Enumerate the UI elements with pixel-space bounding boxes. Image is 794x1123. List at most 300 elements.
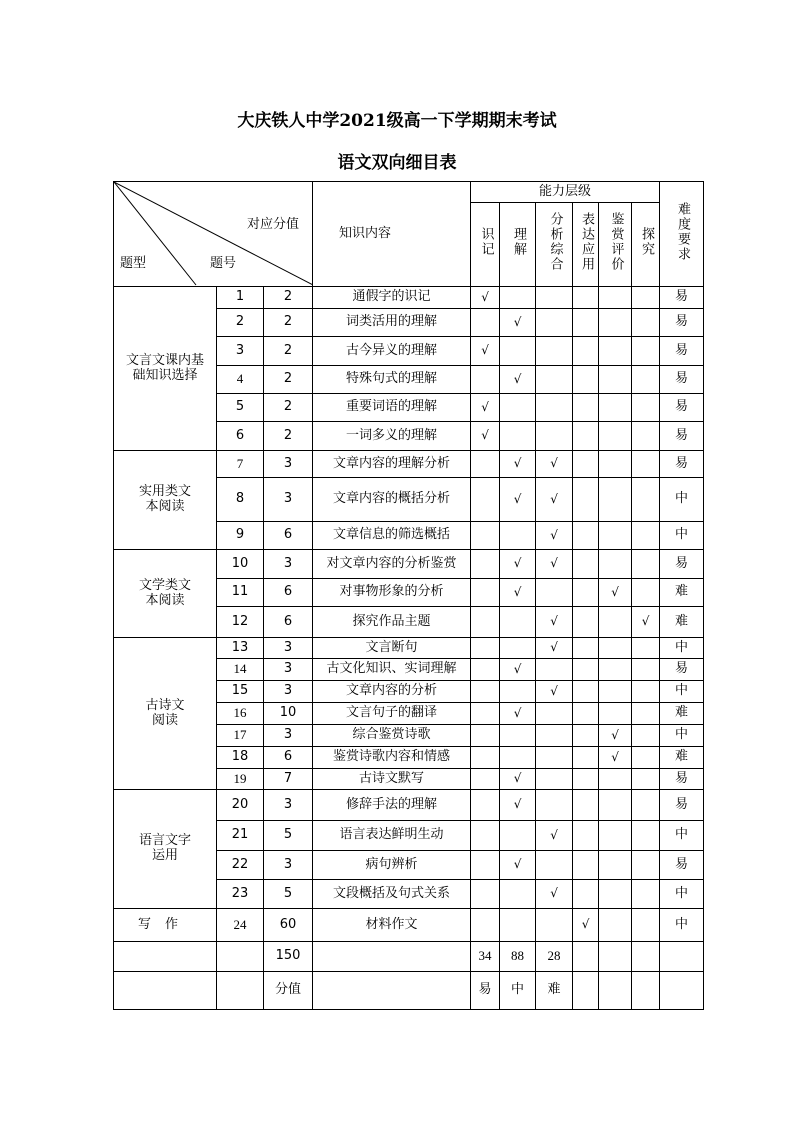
level-cell-3 (536, 909, 573, 942)
level-difficulty: 难 (536, 972, 573, 1010)
level-cell-4 (573, 703, 599, 725)
level-cell-5 (599, 909, 632, 942)
empty-cell (632, 942, 660, 972)
question-number: 9 (217, 522, 264, 550)
level-cell-4 (573, 607, 599, 638)
level-cell-4 (573, 522, 599, 550)
level-cell-3 (536, 821, 573, 851)
difficulty-value: 中 (660, 725, 704, 747)
knowledge-content: 文章内容的理解分析 (313, 451, 471, 478)
level-cell-5 (599, 287, 632, 309)
question-type-text: 文学类文本阅读 (138, 577, 191, 608)
level-cell-2 (500, 880, 536, 909)
check-mark: √ (550, 640, 558, 655)
score-value: 3 (264, 851, 313, 880)
level-cell-3 (536, 725, 573, 747)
table-row (114, 909, 704, 942)
check-mark: √ (550, 886, 558, 901)
level-cell-2 (500, 550, 536, 579)
question-number: 18 (217, 747, 264, 769)
question-number: 19 (217, 769, 264, 790)
level-cell-5 (599, 790, 632, 821)
question-number: 6 (217, 422, 264, 451)
check-mark: √ (513, 314, 522, 329)
knowledge-content: 文段概括及句式关系 (313, 880, 471, 909)
level-cell-1 (471, 478, 500, 522)
difficulty-value: 中 (660, 681, 704, 703)
check-mark: √ (481, 343, 489, 358)
question-type-cell (114, 451, 217, 550)
level-cell-3 (536, 703, 573, 725)
level-cell-6 (632, 579, 660, 607)
difficulty-value: 中 (660, 638, 704, 659)
score-value: 3 (264, 681, 313, 703)
score-value: 60 (264, 909, 313, 942)
difficulty-value: 易 (660, 309, 704, 337)
check-mark: √ (481, 289, 489, 304)
check-mark: √ (611, 727, 619, 742)
table-row (114, 451, 704, 478)
knowledge-content: 文章内容的分析 (313, 681, 471, 703)
score-value: 3 (264, 659, 313, 681)
level-cell-5 (599, 550, 632, 579)
check-mark: √ (513, 771, 522, 786)
check-mark: √ (513, 371, 522, 386)
level-cell-1 (471, 851, 500, 880)
question-number: 11 (217, 579, 264, 607)
level-cell-2 (500, 851, 536, 880)
level-cell-3 (536, 287, 573, 309)
corner-type-label: 题型 (120, 256, 147, 271)
level-cell-6 (632, 725, 660, 747)
level-cell-5 (599, 422, 632, 451)
knowledge-content: 重要词语的理解 (313, 394, 471, 422)
level-cell-1 (471, 394, 500, 422)
document-subtitle: 语文双向细目表 (337, 153, 457, 173)
knowledge-content: 通假字的识记 (313, 287, 471, 309)
level-cell-5 (599, 451, 632, 478)
corner-number-label: 题号 (210, 256, 237, 271)
empty-cell (660, 972, 704, 1010)
level-cell-3 (536, 550, 573, 579)
level-cell-5 (599, 747, 632, 769)
question-number: 24 (217, 909, 264, 942)
score-value: 6 (264, 579, 313, 607)
difficulty-value: 易 (660, 550, 704, 579)
empty-cell (217, 972, 264, 1010)
level-cell-3 (536, 579, 573, 607)
total-score: 150 (264, 942, 313, 972)
level-cell-1 (471, 366, 500, 394)
level-cell-2 (500, 394, 536, 422)
check-mark: √ (611, 584, 619, 599)
level-cell-6 (632, 638, 660, 659)
level-cell-6 (632, 522, 660, 550)
score-value: 3 (264, 638, 313, 659)
level-cell-4 (573, 478, 599, 522)
score-value: 5 (264, 821, 313, 851)
check-mark: √ (611, 749, 619, 764)
level-cell-6 (632, 451, 660, 478)
knowledge-content: 对文章内容的分析鉴赏 (313, 550, 471, 579)
question-number: 4 (217, 366, 264, 394)
level-cell-4 (573, 422, 599, 451)
level-cell-4 (573, 821, 599, 851)
score-value: 6 (264, 747, 313, 769)
level-cell-6 (632, 909, 660, 942)
check-mark: √ (550, 614, 558, 629)
knowledge-content: 文章信息的筛选概括 (313, 522, 471, 550)
knowledge-content: 病句辨析 (313, 851, 471, 880)
score-label: 分值 (264, 972, 313, 1010)
table-row (114, 287, 704, 309)
level-cell-5 (599, 769, 632, 790)
level-cell-5 (599, 725, 632, 747)
document-title: 大庆铁人中学2021级高一下学期期末考试 (237, 111, 557, 131)
empty-cell (217, 942, 264, 972)
knowledge-content: 语言表达鲜明生动 (313, 821, 471, 851)
ability-level-4: 表达应用 (573, 203, 599, 287)
knowledge-content: 修辞手法的理解 (313, 790, 471, 821)
question-type-text: 古诗文阅读 (145, 697, 185, 728)
corner-score-label: 对应分值 (247, 217, 300, 232)
level-cell-4 (573, 550, 599, 579)
empty-cell (313, 942, 471, 972)
level-cell-2 (500, 703, 536, 725)
level-cell-4 (573, 909, 599, 942)
level-cell-1 (471, 659, 500, 681)
difficulty-value: 易 (660, 394, 704, 422)
level-cell-3 (536, 337, 573, 366)
level-cell-3 (536, 522, 573, 550)
level-cell-3 (536, 790, 573, 821)
level-cell-2 (500, 422, 536, 451)
knowledge-content: 文言句子的翻译 (313, 703, 471, 725)
level-cell-1 (471, 821, 500, 851)
level-cell-6 (632, 703, 660, 725)
difficulty-value: 难 (660, 579, 704, 607)
level-cell-1 (471, 579, 500, 607)
level-cell-1 (471, 309, 500, 337)
level-cell-4 (573, 880, 599, 909)
check-mark: √ (481, 428, 489, 443)
level-cell-2 (500, 909, 536, 942)
check-mark: √ (550, 556, 558, 571)
level-cell-1 (471, 422, 500, 451)
check-mark: √ (513, 705, 522, 720)
score-value: 7 (264, 769, 313, 790)
level-cell-5 (599, 607, 632, 638)
check-mark: √ (550, 683, 558, 698)
empty-cell (573, 942, 599, 972)
empty-cell (632, 972, 660, 1010)
question-type-cell (114, 287, 217, 451)
check-mark: √ (513, 857, 522, 872)
knowledge-content: 古今异义的理解 (313, 337, 471, 366)
level-cell-3 (536, 309, 573, 337)
level-cell-1 (471, 638, 500, 659)
check-mark: √ (513, 797, 522, 812)
level-cell-6 (632, 821, 660, 851)
level-cell-5 (599, 681, 632, 703)
check-mark: √ (513, 491, 522, 506)
question-type-text: 语言文字运用 (138, 833, 191, 863)
question-number: 1 (217, 287, 264, 309)
level-cell-3 (536, 478, 573, 522)
difficulty-value: 易 (660, 659, 704, 681)
question-type-text: 写作 (137, 916, 192, 932)
score-value: 5 (264, 880, 313, 909)
level-cell-3 (536, 638, 573, 659)
level-cell-1 (471, 550, 500, 579)
level-cell-1 (471, 681, 500, 703)
difficulty-value: 易 (660, 851, 704, 880)
knowledge-content: 文言断句 (313, 638, 471, 659)
level-cell-6 (632, 394, 660, 422)
check-mark: √ (550, 491, 558, 506)
level-cell-1 (471, 725, 500, 747)
level-cell-2 (500, 821, 536, 851)
ability-level-6: 探究 (632, 203, 660, 287)
difficulty-value: 中 (660, 880, 704, 909)
knowledge-content: 鉴赏诗歌内容和情感 (313, 747, 471, 769)
level-cell-4 (573, 309, 599, 337)
question-number: 14 (217, 659, 264, 681)
question-number: 22 (217, 851, 264, 880)
level-cell-2 (500, 478, 536, 522)
question-number: 17 (217, 725, 264, 747)
level-cell-4 (573, 747, 599, 769)
level-cell-6 (632, 681, 660, 703)
question-number: 10 (217, 550, 264, 579)
check-mark: √ (481, 399, 489, 414)
knowledge-content: 综合鉴赏诗歌 (313, 725, 471, 747)
level-cell-6 (632, 337, 660, 366)
knowledge-content: 古诗文默写 (313, 769, 471, 790)
question-type-text: 文言文课内基础知识选择 (125, 352, 204, 383)
level-cell-5 (599, 478, 632, 522)
level-cell-3 (536, 851, 573, 880)
level-cell-3 (536, 451, 573, 478)
level-cell-1 (471, 703, 500, 725)
level-total-score: 34 (471, 942, 500, 972)
level-cell-5 (599, 522, 632, 550)
level-cell-5 (599, 880, 632, 909)
level-cell-4 (573, 659, 599, 681)
level-cell-4 (573, 579, 599, 607)
level-cell-3 (536, 422, 573, 451)
question-number: 12 (217, 607, 264, 638)
knowledge-content: 探究作品主题 (313, 607, 471, 638)
empty-cell (313, 972, 471, 1010)
score-value: 3 (264, 790, 313, 821)
level-cell-4 (573, 337, 599, 366)
level-cell-5 (599, 394, 632, 422)
score-value: 3 (264, 550, 313, 579)
check-mark: √ (581, 917, 590, 932)
score-value: 2 (264, 309, 313, 337)
ability-level-1: 识记 (471, 203, 500, 287)
level-cell-5 (599, 703, 632, 725)
score-value: 6 (264, 522, 313, 550)
level-cell-1 (471, 522, 500, 550)
difficulty-header: 难度要求 (660, 182, 704, 287)
level-cell-2 (500, 451, 536, 478)
level-cell-2 (500, 769, 536, 790)
difficulty-value: 难 (660, 703, 704, 725)
score-value: 10 (264, 703, 313, 725)
level-cell-6 (632, 550, 660, 579)
question-number: 5 (217, 394, 264, 422)
difficulty-value: 易 (660, 422, 704, 451)
specification-table (113, 181, 704, 1010)
level-cell-5 (599, 659, 632, 681)
level-cell-2 (500, 747, 536, 769)
level-cell-2 (500, 522, 536, 550)
level-cell-2 (500, 366, 536, 394)
ability-level-5: 鉴赏评价 (599, 203, 632, 287)
level-cell-4 (573, 287, 599, 309)
check-mark: √ (513, 584, 522, 599)
level-cell-2 (500, 790, 536, 821)
level-cell-3 (536, 394, 573, 422)
level-cell-4 (573, 394, 599, 422)
level-difficulty: 易 (471, 972, 500, 1010)
score-value: 2 (264, 366, 313, 394)
check-mark: √ (513, 661, 522, 676)
question-number: 7 (217, 451, 264, 478)
level-cell-4 (573, 681, 599, 703)
difficulty-value: 中 (660, 522, 704, 550)
header-corner-cell (114, 182, 313, 287)
empty-cell (114, 942, 217, 972)
level-cell-6 (632, 607, 660, 638)
score-value: 2 (264, 337, 313, 366)
level-cell-6 (632, 478, 660, 522)
question-type-cell (114, 638, 217, 790)
score-value: 2 (264, 422, 313, 451)
question-number: 2 (217, 309, 264, 337)
question-type-cell (114, 550, 217, 638)
knowledge-content: 古文化知识、实词理解 (313, 659, 471, 681)
level-cell-6 (632, 769, 660, 790)
level-cell-4 (573, 790, 599, 821)
question-type-text: 实用类文本阅读 (138, 484, 191, 514)
question-type-cell (114, 909, 217, 942)
question-number: 23 (217, 880, 264, 909)
empty-cell (599, 942, 632, 972)
ability-level-3: 分析综合 (536, 203, 573, 287)
level-cell-4 (573, 451, 599, 478)
level-total-score: 88 (500, 942, 536, 972)
level-cell-4 (573, 366, 599, 394)
level-cell-1 (471, 747, 500, 769)
level-total-score: 28 (536, 942, 573, 972)
level-cell-2 (500, 659, 536, 681)
question-type-cell (114, 790, 217, 909)
question-number: 21 (217, 821, 264, 851)
table-row (114, 790, 704, 821)
level-cell-2 (500, 309, 536, 337)
level-cell-6 (632, 851, 660, 880)
level-cell-3 (536, 607, 573, 638)
difficulty-value: 易 (660, 366, 704, 394)
level-cell-2 (500, 725, 536, 747)
question-number: 13 (217, 638, 264, 659)
check-mark: √ (550, 456, 558, 471)
level-cell-6 (632, 790, 660, 821)
level-cell-1 (471, 909, 500, 942)
question-number: 3 (217, 337, 264, 366)
knowledge-content: 材料作文 (313, 909, 471, 942)
level-cell-4 (573, 851, 599, 880)
score-value: 3 (264, 451, 313, 478)
empty-cell (599, 972, 632, 1010)
level-cell-4 (573, 725, 599, 747)
level-cell-5 (599, 851, 632, 880)
question-number: 20 (217, 790, 264, 821)
level-cell-3 (536, 366, 573, 394)
level-cell-2 (500, 287, 536, 309)
level-cell-1 (471, 790, 500, 821)
level-cell-6 (632, 309, 660, 337)
level-cell-2 (500, 579, 536, 607)
level-cell-5 (599, 309, 632, 337)
check-mark: √ (550, 527, 558, 542)
level-cell-1 (471, 337, 500, 366)
knowledge-header: 知识内容 (313, 182, 471, 287)
level-cell-1 (471, 451, 500, 478)
level-cell-4 (573, 638, 599, 659)
difficulty-value: 难 (660, 607, 704, 638)
score-value: 2 (264, 394, 313, 422)
level-cell-6 (632, 880, 660, 909)
difficulty-value: 中 (660, 821, 704, 851)
check-mark: √ (513, 556, 522, 571)
question-number: 16 (217, 703, 264, 725)
check-mark: √ (513, 456, 522, 471)
knowledge-content: 一词多义的理解 (313, 422, 471, 451)
knowledge-content: 文章内容的概括分析 (313, 478, 471, 522)
level-cell-5 (599, 366, 632, 394)
empty-cell (660, 942, 704, 972)
total-row (114, 942, 704, 972)
level-cell-2 (500, 681, 536, 703)
level-cell-3 (536, 659, 573, 681)
difficulty-value: 易 (660, 287, 704, 309)
knowledge-content: 特殊句式的理解 (313, 366, 471, 394)
table-row (114, 638, 704, 659)
difficulty-value: 中 (660, 478, 704, 522)
level-cell-5 (599, 638, 632, 659)
ability-level-2: 理解 (500, 203, 536, 287)
difficulty-value: 易 (660, 337, 704, 366)
level-cell-2 (500, 337, 536, 366)
level-difficulty: 中 (500, 972, 536, 1010)
question-number: 8 (217, 478, 264, 522)
difficulty-value: 难 (660, 747, 704, 769)
level-cell-2 (500, 607, 536, 638)
difficulty-value: 中 (660, 909, 704, 942)
level-cell-6 (632, 659, 660, 681)
level-cell-4 (573, 769, 599, 790)
knowledge-content: 词类活用的理解 (313, 309, 471, 337)
level-cell-1 (471, 607, 500, 638)
level-cell-6 (632, 366, 660, 394)
level-cell-1 (471, 880, 500, 909)
empty-cell (114, 972, 217, 1010)
level-cell-3 (536, 769, 573, 790)
